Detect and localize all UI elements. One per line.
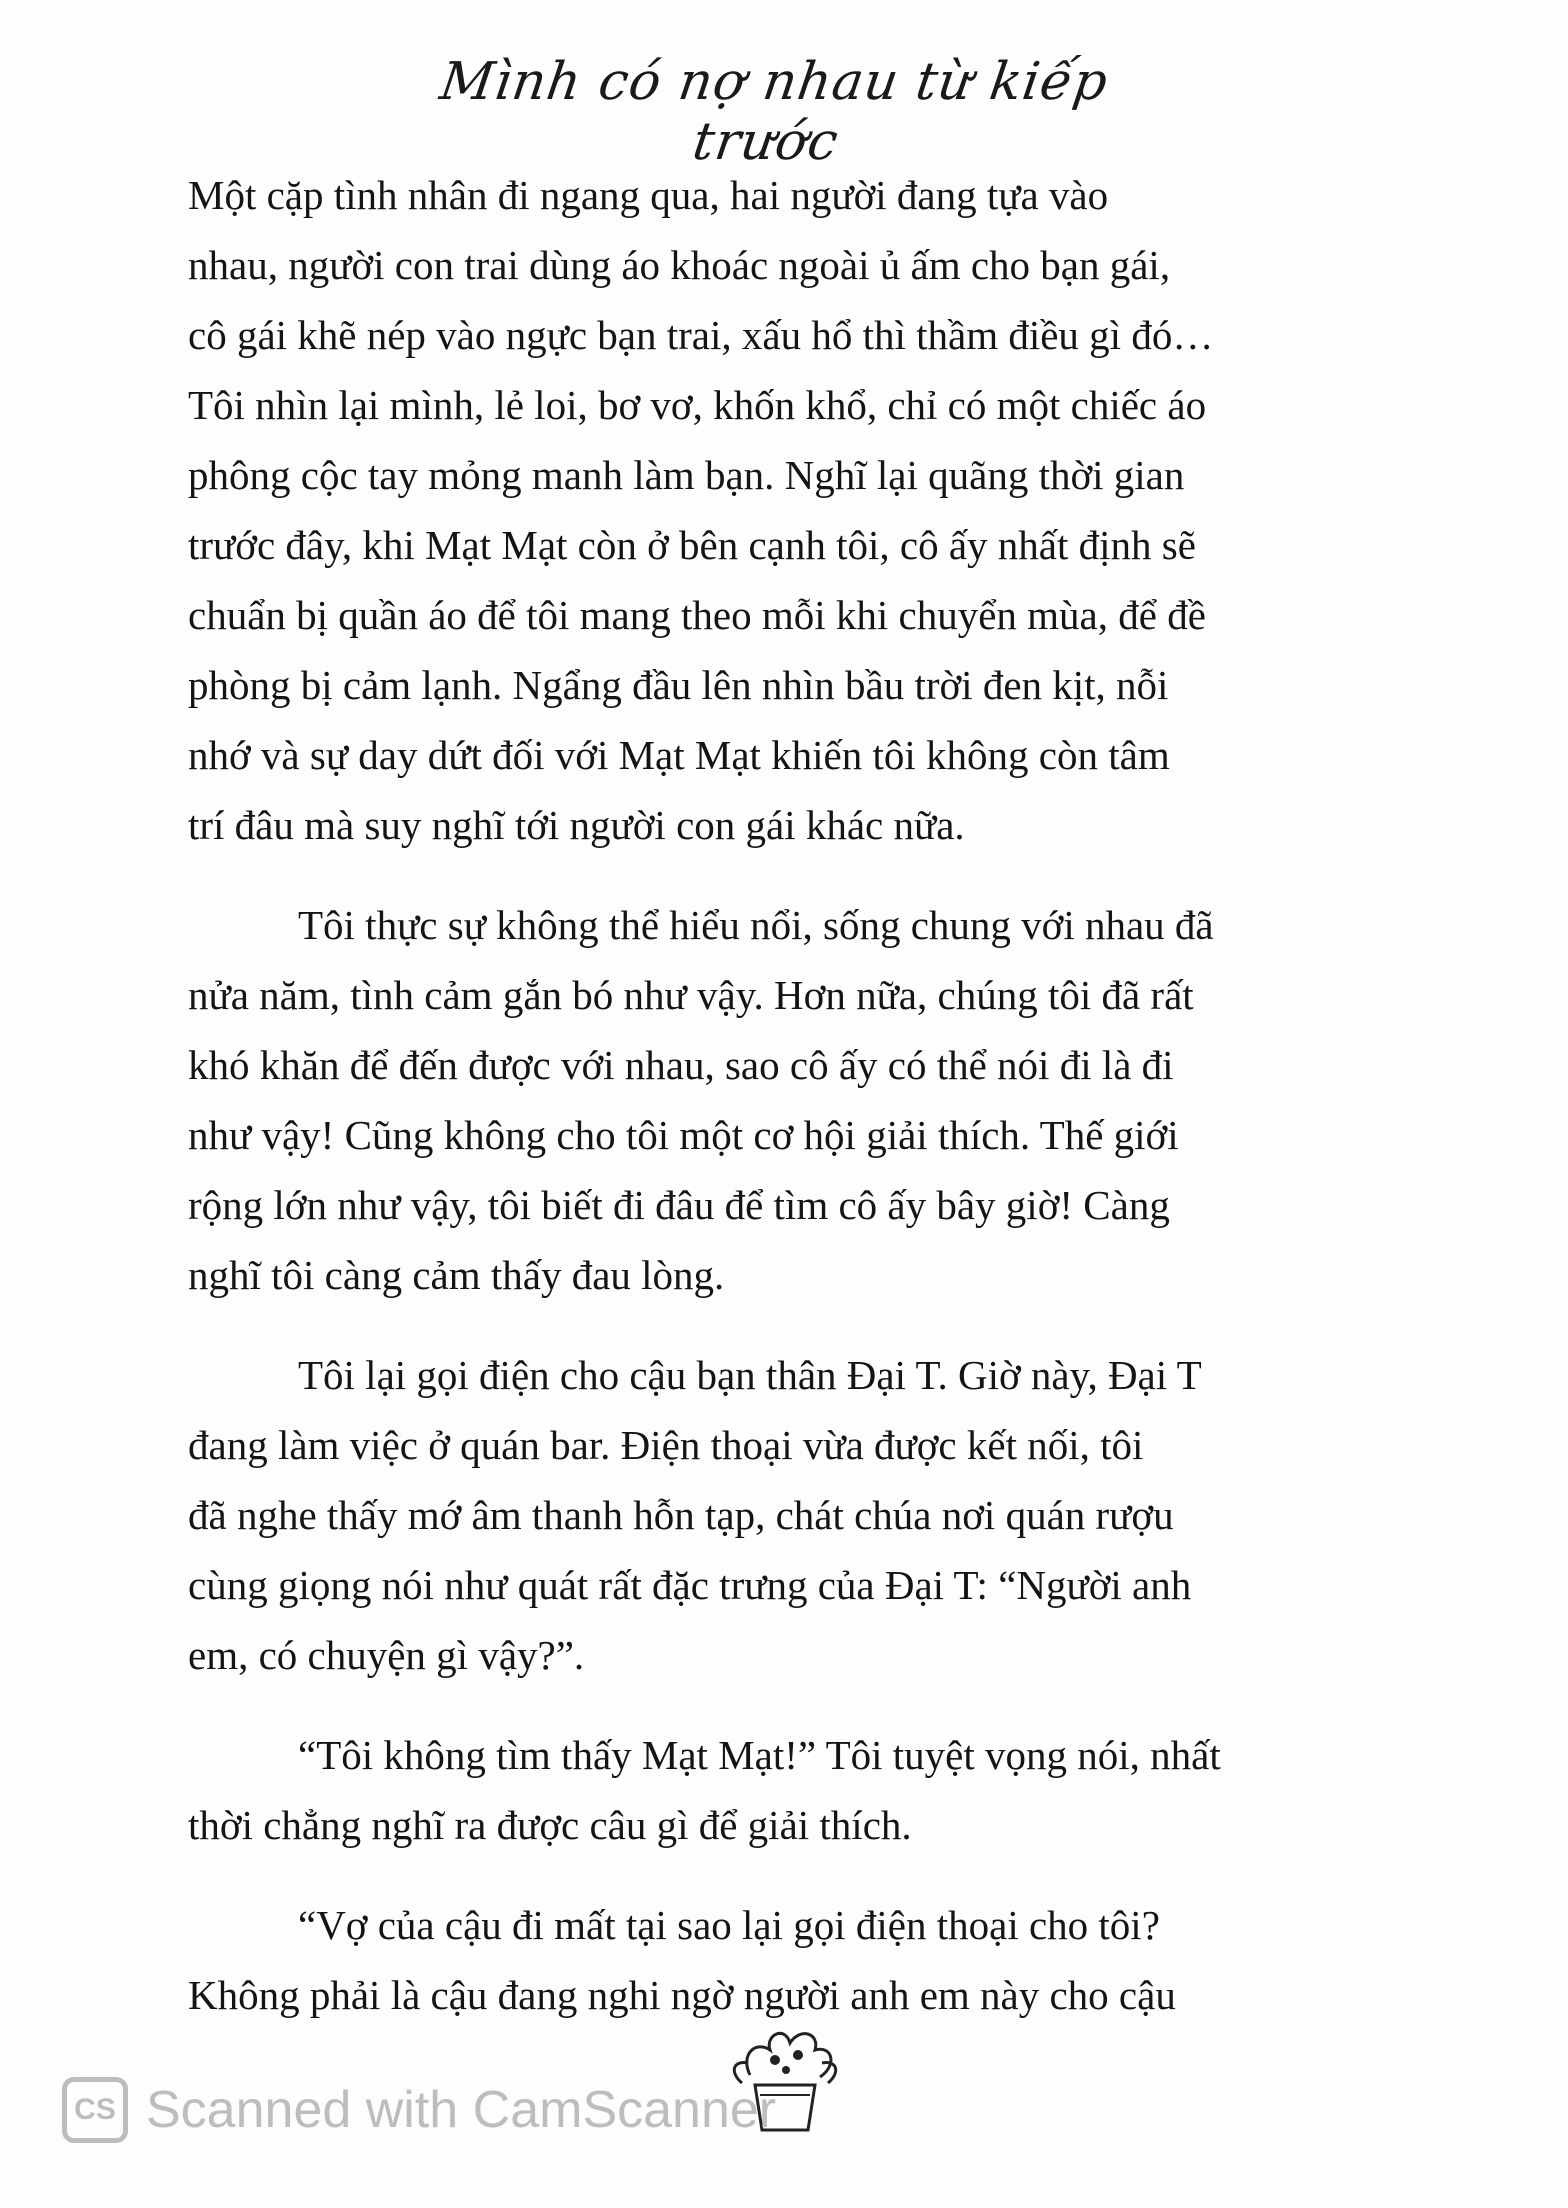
text-line bbox=[188, 1890, 1388, 1960]
camscanner-logo: CS bbox=[62, 2077, 128, 2143]
paragraph bbox=[188, 160, 1388, 860]
line-text: nhớ và sự day dứt đối với Mạt Mạt khiến tôi không còn tâm bbox=[188, 732, 1170, 778]
line-text: đang làm việc ở quán bar. Điện thoại vừa được kết nối, tôi bbox=[188, 1422, 1144, 1468]
text-line bbox=[188, 300, 1388, 370]
text-line bbox=[188, 510, 1388, 580]
text-line bbox=[188, 1410, 1388, 1480]
line-text: rộng lớn như vậy, tôi biết đi đâu để tìm cô ấy bây giờ! Càng bbox=[188, 1182, 1170, 1228]
line-text: nửa năm, tình cảm gắn bó như vậy. Hơn nữa, chúng tôi đã rất bbox=[188, 972, 1194, 1018]
body-text bbox=[188, 160, 1388, 2060]
text-line bbox=[188, 1480, 1388, 1550]
text-line bbox=[188, 1170, 1388, 1240]
line-text: thời chẳng nghĩ ra được câu gì để giải thích. bbox=[188, 1802, 912, 1848]
line-text: khó khăn để đến được với nhau, sao cô ấy có thể nói đi là đi bbox=[188, 1042, 1174, 1088]
line-text: chuẩn bị quần áo để tôi mang theo mỗi khi chuyển mùa, để đề bbox=[188, 592, 1206, 638]
text-line bbox=[188, 720, 1388, 790]
text-line bbox=[188, 1790, 1388, 1860]
text-line bbox=[188, 160, 1388, 230]
text-line bbox=[188, 890, 1388, 960]
line-text: trước đây, khi Mạt Mạt còn ở bên cạnh tôi, cô ấy nhất định sẽ bbox=[188, 522, 1196, 568]
line-text: nhau, người con trai dùng áo khoác ngoài ủ ấm cho bạn gái, bbox=[188, 242, 1171, 288]
line-text: cùng giọng nói như quát rất đặc trưng của Đại T: “Người anh bbox=[188, 1562, 1192, 1608]
paragraph bbox=[188, 1890, 1388, 2030]
camscanner-watermark bbox=[62, 2070, 776, 2150]
paragraph bbox=[188, 1720, 1388, 1860]
watermark-text: Scanned with CamScanner bbox=[146, 2081, 777, 2139]
line-text: Tôi lại gọi điện cho cậu bạn thân Đại T. Giờ này, Đại T bbox=[298, 1352, 1202, 1398]
text-line bbox=[188, 1620, 1388, 1690]
line-text: như vậy! Cũng không cho tôi một cơ hội giải thích. Thế giới bbox=[188, 1112, 1179, 1158]
paragraph bbox=[188, 890, 1388, 1310]
line-text: trí đâu mà suy nghĩ tới người con gái khác nữa. bbox=[188, 802, 965, 848]
text-line bbox=[188, 1030, 1388, 1100]
text-line bbox=[188, 650, 1388, 720]
line-text: “Tôi không tìm thấy Mạt Mạt!” Tôi tuyệt vọng nói, nhất bbox=[298, 1732, 1221, 1778]
line-text: Tôi thực sự không thể hiểu nổi, sống chung với nhau đã bbox=[298, 902, 1214, 948]
text-line bbox=[188, 580, 1388, 650]
line-text: nghĩ tôi càng cảm thấy đau lòng. bbox=[188, 1252, 725, 1298]
line-text: em, có chuyện gì vậy?”. bbox=[188, 1632, 585, 1678]
text-line bbox=[188, 1720, 1388, 1790]
line-text: đã nghe thấy mớ âm thanh hỗn tạp, chát chúa nơi quán rượu bbox=[188, 1492, 1174, 1538]
paragraph bbox=[188, 1340, 1388, 1690]
running-header: Mình có nợ nhau từ kiếp trước bbox=[436, 52, 1112, 172]
line-text: phông cộc tay mỏng manh làm bạn. Nghĩ lại quãng thời gian bbox=[188, 452, 1185, 498]
line-text: “Vợ của cậu đi mất tại sao lại gọi điện thoại cho tôi? bbox=[298, 1902, 1160, 1948]
text-line bbox=[188, 1240, 1388, 1310]
text-line bbox=[188, 370, 1388, 440]
line-text: phòng bị cảm lạnh. Ngẩng đầu lên nhìn bầu trời đen kịt, nỗi bbox=[188, 662, 1169, 708]
line-text: Tôi nhìn lại mình, lẻ loi, bơ vơ, khốn khổ, chỉ có một chiếc áo bbox=[188, 382, 1207, 428]
text-line bbox=[188, 1340, 1388, 1410]
text-line bbox=[188, 790, 1388, 860]
line-text: Không phải là cậu đang nghi ngờ người anh em này cho cậu bbox=[188, 1972, 1176, 2018]
line-text: cô gái khẽ nép vào ngực bạn trai, xấu hổ thì thầm điều gì đó… bbox=[188, 312, 1214, 358]
text-line bbox=[188, 230, 1388, 300]
text-line bbox=[188, 1100, 1388, 1170]
line-text: Một cặp tình nhân đi ngang qua, hai người đang tựa vào bbox=[188, 172, 1109, 218]
text-line bbox=[188, 960, 1388, 1030]
text-line bbox=[188, 1550, 1388, 1620]
text-line bbox=[188, 440, 1388, 510]
